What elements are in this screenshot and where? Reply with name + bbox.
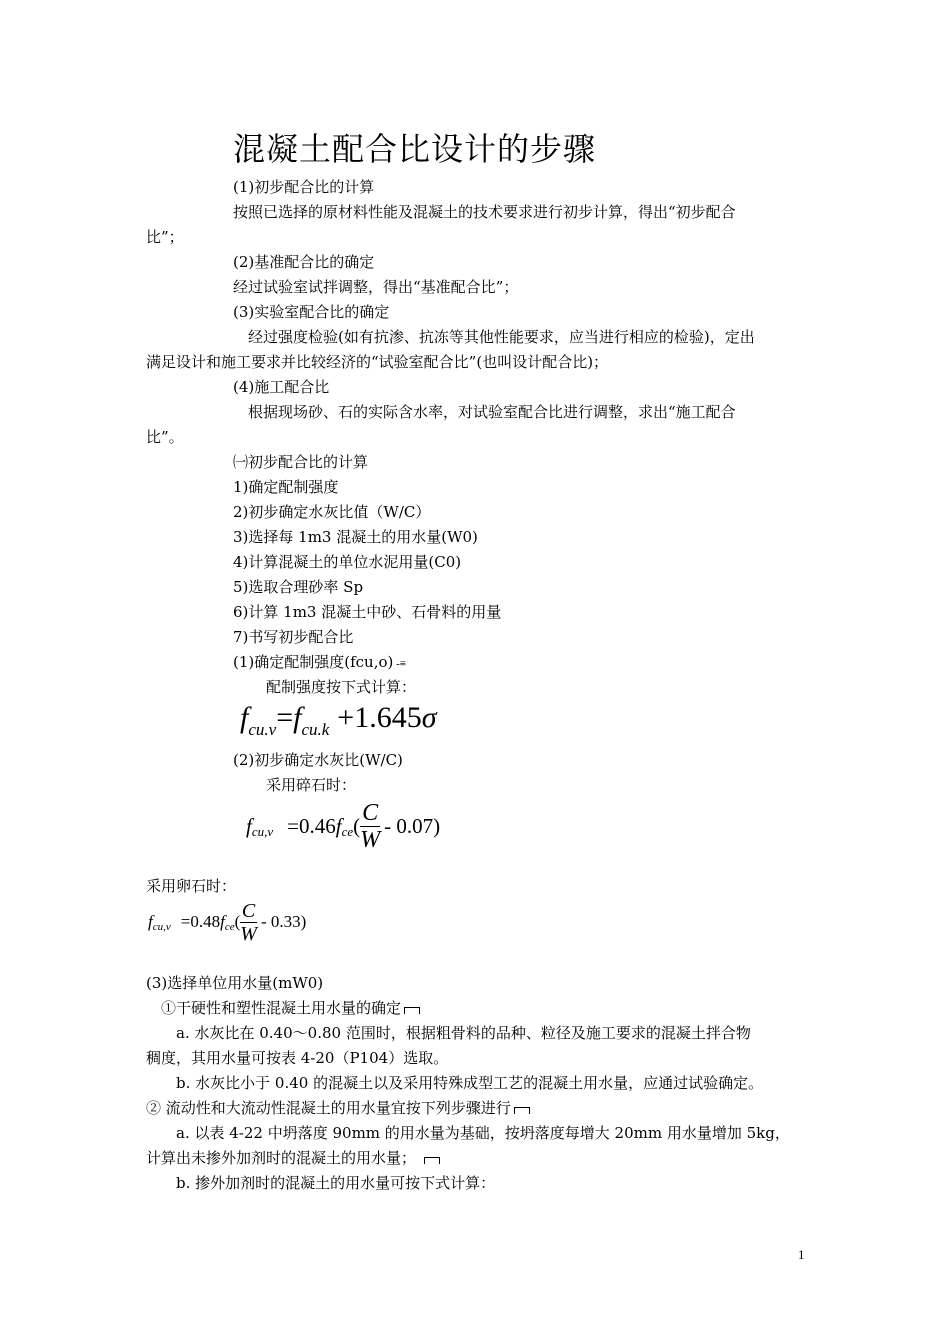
fraction-denominator: W <box>240 922 257 945</box>
paragraph-line: a. 水灰比在 0.40～0.80 范围时，根据粗骨料的品种、粒径及施工要求的混凝土拌合物 <box>176 1024 751 1042</box>
fraction-numerator: C <box>241 899 256 922</box>
section-3-heading: (3)实验室配合比的确定 <box>233 303 390 321</box>
step-heading: (1)确定配制强度(fcu,o) -≡ <box>233 653 406 671</box>
list-item: 3)选择每 1m3 混凝土的用水量(W0) <box>233 528 478 546</box>
formula-subscript: cu.v <box>248 720 277 739</box>
page-title: 混凝土配合比设计的步骤 <box>233 130 597 168</box>
formula-subscript: ce <box>224 921 235 933</box>
formula-fraction <box>240 900 257 945</box>
formula-pebble <box>148 897 306 947</box>
fraction-numerator: C <box>362 799 379 826</box>
paragraph-line: 按照已选择的原材料性能及混凝土的技术要求进行初步计算，得出“初步配合 <box>233 203 736 221</box>
formula-symbol: f <box>148 912 153 931</box>
paragraph-line: 采用卵石时： <box>146 877 237 895</box>
paragraph-line: a. 以表 4-22 中坍落度 90mm 的用水量为基础，按坍落度每增大 20mm 用水量增加 5kg， <box>176 1124 790 1142</box>
list-item: 7)书写初步配合比 <box>233 628 354 646</box>
paragraph-line: 稠度，其用水量可按表 4-20（P104）选取。 <box>146 1049 449 1067</box>
formula-paren: ( <box>234 912 241 931</box>
formula-subscript: ce <box>341 824 354 839</box>
paragraph-line: b. 掺外加剂时的混凝土的用水量可按下式计算： <box>176 1174 496 1192</box>
paragraph-line: 配制强度按下式计算： <box>266 678 417 696</box>
formula-symbol: f <box>220 912 225 931</box>
list-item: 2)初步确定水灰比值（W/C） <box>233 503 431 521</box>
formula-constant: - 0.07) <box>384 813 441 838</box>
paragraph-line: b. 水灰比小于 0.40 的混凝土以及采用特殊成型工艺的混凝土用水量，应通过试验确定。 <box>176 1074 764 1092</box>
list-item: 6)计算 1m3 混凝土中砂、石骨料的用量 <box>233 603 502 621</box>
formula-fraction <box>360 800 380 853</box>
section-4-heading: (4)施工配合比 <box>233 378 330 396</box>
paragraph-line: 经过试验室试拌调整，得出“基准配合比”； <box>233 278 519 296</box>
paragraph-mark <box>424 1157 440 1164</box>
formula-constant: +1.645 <box>337 701 422 734</box>
step-heading: (3)选择单位用水量(mW0) <box>146 974 324 992</box>
formula-subscript: cu,v <box>152 921 171 933</box>
formula-constant: - 0.33) <box>260 912 307 931</box>
paragraph-line: 满足设计和施工要求并比较经济的“试验室配合比”(也叫设计配合比)； <box>146 353 609 371</box>
step-heading: (2)初步确定水灰比(W/C) <box>233 751 403 769</box>
paragraph-mark <box>404 1007 420 1014</box>
paragraph-line: 计算出未掺外加剂时的混凝土的用水量； <box>146 1148 440 1168</box>
paragraph-line: 经过强度检验(如有抗渗、抗冻等其他性能要求，应当进行相应的检验)，定出 <box>248 328 755 346</box>
paragraph-line: ①干硬性和塑性混凝土用水量的确定 <box>161 998 420 1018</box>
paragraph-line: 比”； <box>146 228 184 246</box>
formula-crushed-stone <box>246 798 440 854</box>
formula-operator: = <box>276 701 294 734</box>
paragraph-line: 采用碎石时： <box>266 776 357 794</box>
formula-symbol: f <box>240 701 249 734</box>
page-number: 1 <box>798 1247 805 1262</box>
formula-subscript: cu.k <box>301 720 330 739</box>
formula-symbol: f <box>293 701 302 734</box>
formula-symbol: σ <box>421 701 437 734</box>
section-2-heading: (2)基准配合比的确定 <box>233 253 375 271</box>
formula-strength <box>240 700 437 748</box>
paragraph-mark <box>514 1107 530 1114</box>
formula-constant: =0.48 <box>180 912 221 931</box>
subsection-heading: ㈠初步配合比的计算 <box>233 453 369 471</box>
formula-symbol: f <box>335 813 342 838</box>
formula-subscript: cu,v <box>251 824 274 839</box>
formula-symbol: f <box>246 813 252 838</box>
paragraph-line: ② 流动性和大流动性混凝土的用水量宜按下列步骤进行 <box>146 1098 530 1118</box>
paragraph-line: 比”。 <box>146 428 184 446</box>
formula-constant: =0.46 <box>287 813 336 838</box>
list-item: 5)选取合理砂率 Sp <box>233 578 364 596</box>
fraction-denominator: W <box>360 826 381 853</box>
list-item: 4)计算混凝土的单位水泥用量(C0) <box>233 553 462 571</box>
formula-paren: ( <box>353 813 361 838</box>
small-mark: -≡ <box>393 658 406 670</box>
paragraph-line: 根据现场砂、石的实际含水率，对试验室配合比进行调整，求出“施工配合 <box>248 403 736 421</box>
list-item: 1)确定配制强度 <box>233 478 339 496</box>
section-1-heading: (1)初步配合比的计算 <box>233 178 375 196</box>
